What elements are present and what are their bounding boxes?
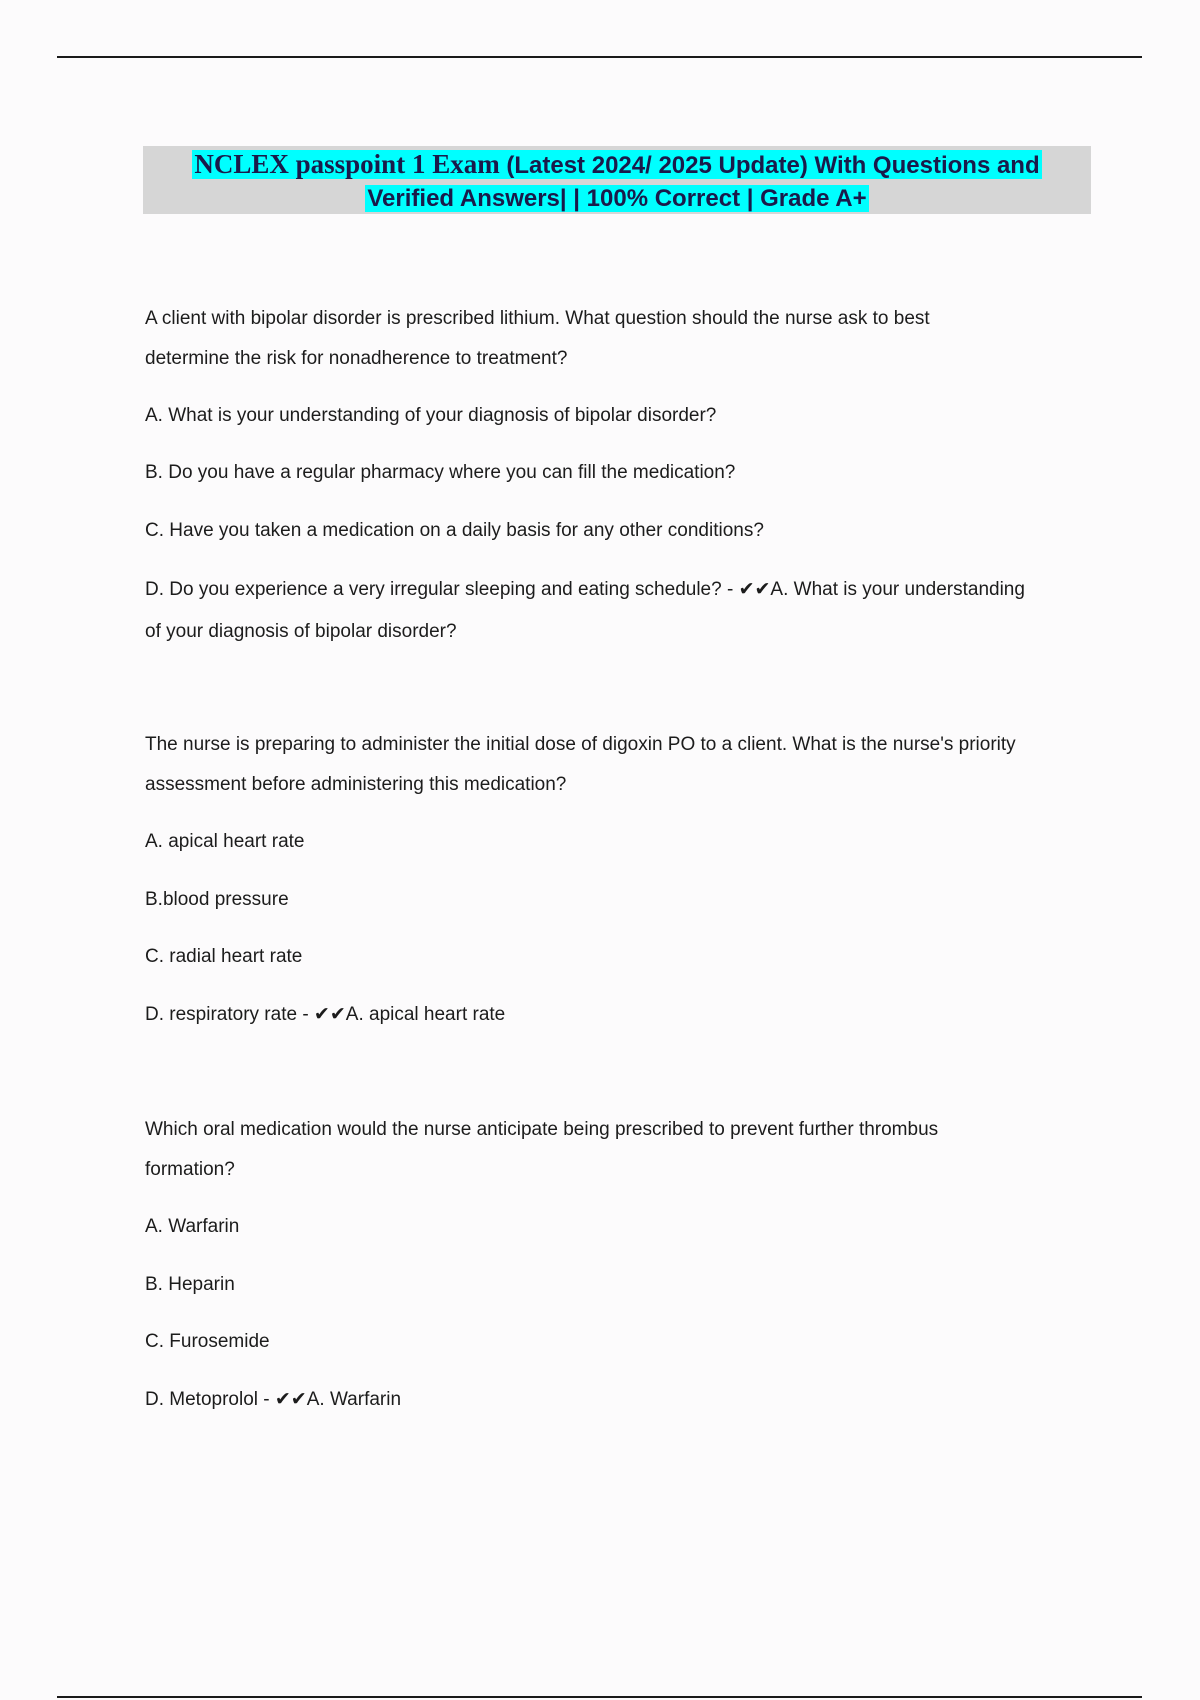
question-1-answer-continued: of your diagnosis of bipolar disorder?: [145, 621, 457, 642]
question-3-stem-line-2: formation?: [145, 1159, 235, 1180]
question-2-option-d-answer: D. respiratory rate - ✔✔A. apical heart rate: [145, 1004, 506, 1025]
question-1-option-d-answer: D. Do you experience a very irregular sleeping and eating schedule? - ✔✔A. What is your understanding: [145, 579, 1025, 600]
question-2-option-b: B.blood pressure: [145, 889, 289, 910]
question-3-option-b: B. Heparin: [145, 1274, 235, 1295]
question-2-stem-line-1: The nurse is preparing to administer the initial dose of digoxin PO to a client. What is the nurse's priority: [145, 734, 1016, 755]
question-1-stem-line-1: A client with bipolar disorder is prescribed lithium. What question should the nurse ask to best: [145, 308, 930, 329]
title-line-1: NCLEX passpoint 1 Exam (Latest 2024/ 2025 Update) With Questions and: [194, 149, 1040, 179]
question-1-option-a: A. What is your understanding of your diagnosis of bipolar disorder?: [145, 405, 717, 426]
question-3-option-d-answer: D. Metoprolol - ✔✔A. Warfarin: [145, 1389, 402, 1410]
question-3-stem-line-1: Which oral medication would the nurse anticipate being prescribed to prevent further thrombus: [145, 1119, 939, 1140]
question-3-option-a: A. Warfarin: [145, 1216, 240, 1237]
question-1-option-b: B. Do you have a regular pharmacy where you can fill the medication?: [145, 462, 736, 483]
question-2-option-a: A. apical heart rate: [145, 831, 305, 852]
question-1-stem-line-2: determine the risk for nonadherence to treatment?: [145, 348, 568, 369]
top-rule: [57, 56, 1142, 58]
question-3-option-c: C. Furosemide: [145, 1331, 270, 1352]
document-title: [143, 146, 1091, 214]
bottom-rule: [57, 1696, 1142, 1698]
question-2-option-c: C. radial heart rate: [145, 946, 303, 967]
question-2-stem-line-2: assessment before administering this medication?: [145, 774, 567, 795]
question-1-option-c: C. Have you taken a medication on a daily basis for any other conditions?: [145, 520, 764, 541]
title-line-2: Verified Answers| | 100% Correct | Grade A+: [367, 185, 867, 212]
